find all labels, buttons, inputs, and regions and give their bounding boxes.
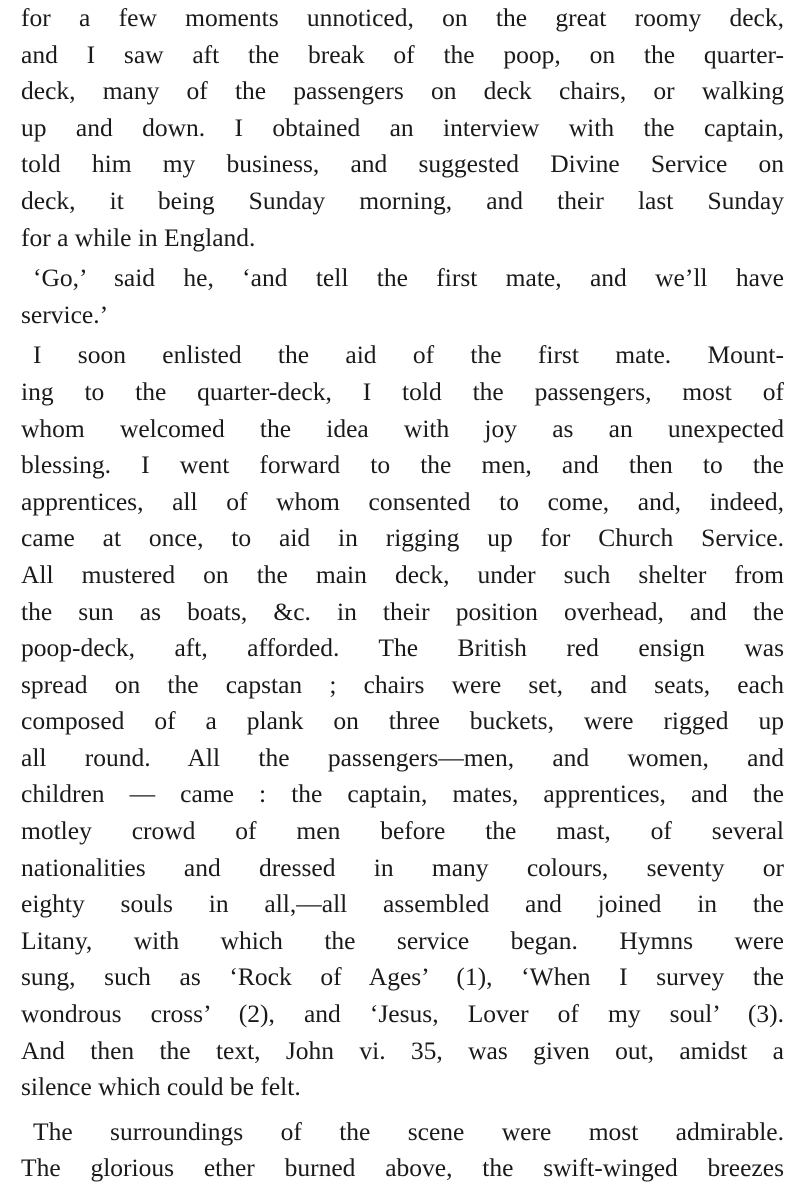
text-line: came at once, to aid in rigging up for Church Service.	[21, 523, 784, 553]
text-line: for a while in England.	[21, 222, 256, 252]
text-line: spread on the capstan ; chairs were set, and seats, each	[21, 669, 784, 699]
paragraph	[21, 337, 784, 1105]
text-line: children — came : the captain, mates, apprentices, and the	[21, 779, 784, 809]
text-line: I soon enlisted the aid of the first mate. Mount-	[33, 340, 784, 370]
paragraph	[21, 260, 784, 333]
text-line: The glorious ether burned above, the swift-winged breezes	[21, 1153, 784, 1183]
text-line: deck, many of the passengers on deck chairs, or walking	[21, 76, 784, 106]
text-line: for a few moments unnoticed, on the great roomy deck,	[21, 3, 784, 32]
text-line: wondrous cross’ (2), and ‘Jesus, Lover of my soul’ (3).	[21, 999, 784, 1029]
text-line: whom welcomed the idea with joy as an unexpected	[21, 413, 784, 443]
paragraph	[21, 1114, 784, 1187]
text-line: and I saw aft the break of the poop, on the quarter-	[21, 39, 784, 69]
paragraph	[21, 0, 784, 256]
text-line: ‘Go,’ said he, ‘and tell the first mate, and we’ll have	[33, 263, 784, 293]
text-line: eighty souls in all,—all assembled and joined in the	[21, 889, 784, 919]
text-line: The surroundings of the scene were most admirable.	[33, 1116, 784, 1146]
text-line: up and down. I obtained an interview with the captain,	[21, 112, 784, 142]
text-line: All mustered on the main deck, under such shelter from	[21, 559, 784, 589]
text-line: poop-deck, aft, afforded. The British red ensign was	[21, 633, 784, 663]
text-line: all round. All the passengers—men, and women, and	[21, 742, 784, 772]
text-line: apprentices, all of whom consented to come, and, indeed,	[21, 486, 784, 516]
text-line: service.’	[21, 299, 109, 329]
text-line: Litany, with which the service began. Hymns were	[21, 925, 784, 955]
text-line: nationalities and dressed in many colours, seventy or	[21, 852, 784, 882]
text-line: silence which could be felt.	[21, 1072, 301, 1102]
text-line: told him my business, and suggested Divine Service on	[21, 149, 784, 179]
text-line: blessing. I went forward to the men, and then to the	[21, 450, 784, 480]
text-line: And then the text, John vi. 35, was given out, amidst a	[21, 1035, 784, 1065]
text-line: motley crowd of men before the mast, of several	[21, 816, 784, 846]
text-line: sung, such as ‘Rock of Ages’ (1), ‘When I survey the	[21, 962, 784, 992]
text-line: the sun as boats, &c. in their position overhead, and the	[21, 596, 784, 626]
paragraph-gap	[21, 1106, 784, 1114]
text-line: composed of a plank on three buckets, were rigged up	[21, 706, 784, 736]
text-line: ing to the quarter-deck, I told the passengers, most of	[21, 376, 784, 406]
book-page	[21, 0, 784, 1187]
text-line: deck, it being Sunday morning, and their last Sunday	[21, 185, 784, 215]
